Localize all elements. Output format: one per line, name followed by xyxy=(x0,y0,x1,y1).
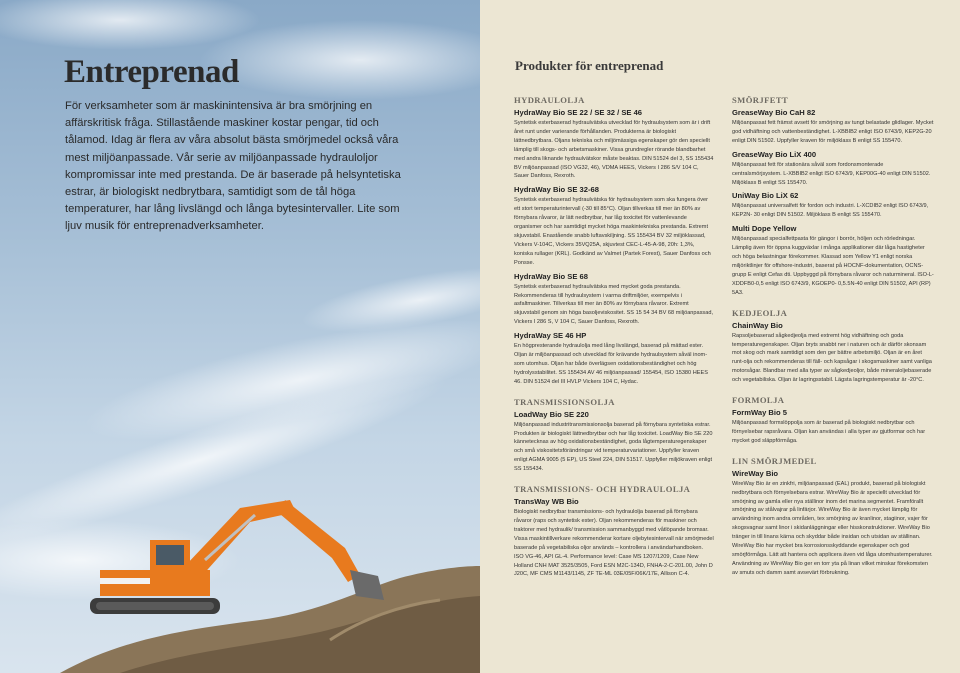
product-name: HydraWay Bio SE 22 / SE 32 / SE 46 xyxy=(514,108,643,117)
product-name: FormWay Bio 5 xyxy=(732,408,787,418)
product-name: WireWay Bio xyxy=(732,468,779,478)
product-description: Miljöanpassat universalfett för fordon och industri. L-XCDIB2 enligt ISO 6743/9, KEP2N- 30 enligt DIN 51502. Miljöklass B enligt SS 155470. xyxy=(732,203,929,219)
product-name: HydraWay SE 46 HP xyxy=(514,331,587,341)
section-heading-lin-smorjmedel: LIN SMÖRJMEDEL xyxy=(732,455,817,466)
product-name: ChainWay Bio xyxy=(732,320,783,330)
product-description: WireWay Bio är en zinkfri, miljöanpassad (EAL) produkt, baserad på biologiskt nedbrytbara och förnyelsebara estrar. WireWay Bio är speciellt utvecklad för smörjning av gamla eller nya ställinor inom det marina segmentet. Framförallt smörjning av stålvajrar på linfärjor. WireWay Bio är även mycket lämplig för användning inom andra områden, tex smörjning av kranlinor, stagiinor, vajer för skogsvagnar samt linor i skidanläggningar eller hisskonstruktioner. WireWay Bio tränger in till linans kärna och skyddar både insidan och utsidan av ställinan. WireWay Bio har mycket bra korrosionsskyddande egenskaper och god smörjförmåga. Lätt att hantera och applicera även vid låga utomhustemperaturer. Användning av WireWay Bio ger en torr yta på linan vilket minskar förekomsten av smuts och damm samt avsevärt förbrukning. xyxy=(732,480,933,576)
product-description: Rapsoljebaserad sågkedjeolja med extremt hög vidhäftning och goda temperaturegenskaper. Oljan bryts snabbt ner i naturen och är därför skonsam mot skog och mark samtidigt som den ger bättre arbetsmiljö. Oljan är en året runt-olja och rekommenderas till fäll- och kapsågar i skogsmaskiner samt vanliga motorsågar. Blandbar med alla typer av sågkedjeoljor, både mineraloljebaserade och vegetabiliska. Oljan är lagringsstabil. Lägsta lagringstemperatur är -20°C. xyxy=(732,332,932,384)
product-description: Miljöanpassat fett främst avsett för smörjning av tungt belastade glidlager. Mycket god vidhäftning och vattenbeständighet. L-XBBIB2 enligt ISO 6743/9, KEP2G-20 enligt DIN 51502. Uppfyller kraven för miljöklass B enligt SS 155470. xyxy=(732,120,934,144)
product-description: Miljöanpassad formslöppolja som är baserad på biologiskt nedbrytbar och förnyelsebar rapsråvara. Oljan kan användas i alla typer av gjutformar och har mycket god släppförmåga. xyxy=(732,420,926,444)
product-name: LoadWay Bio SE 220 xyxy=(514,409,589,419)
product-description: Biologiskt nedbrytbar transmissions- och hydraulolja baserad på förnybara råvaror (raps och syntetisk ester). Oljan rekommenderas för maskiner och traktorer med hydraulik/ transmission sammanbyggd med våtlöpande bromsar. Vissa maskintillverkare rekommenderar kortare oljebytesintervall när smörjmedel baserade på vegetabiliska oljor används – kontrollera i användarhandboken. ISO VG-46, API GL-4. Performance level: Case MS 1207/1209, Case New Holland CNH MAT 3525/3505, Ford ESN M2C-134D, FNHA-2-C-201.00, John D J20C, MF CMS M1143/1145, ZF TE-ML 03E/05F/06K/17E, Allison C-4. xyxy=(514,509,714,578)
products-column-1 xyxy=(514,95,714,583)
product-description: Syntetisk esterbaserad hydraulvätska med mycket goda prestanda. Rekommenderas till hydraulsystem i varma driftmiljöer, exempelvis i asfaltmaskiner. Tillverkas till mer än 80% av förnybara råvaror. Extremt skjuvstabil genom sin höga basoljeviskositet. SS 15 54 34 BV 68 miljöanpassad, Vickers I 286 S, V 104 C, Sauer Danfoss, Rexroth. xyxy=(514,283,714,326)
product-name: HydraWay Bio SE 68 xyxy=(514,271,588,281)
product-description: Miljöanpassat fett för stationära såväl som fordonsmonterade centralsmörjsystem. L-XBBIB2 enligt ISO 6743/9, KEP00G-40 enligt DIN 51502. Miljöklass B enligt SS 155470. xyxy=(732,161,931,186)
products-column-2 xyxy=(732,95,934,582)
product-description: Syntetisk esterbaserad hydraulvätska utvecklad för hydraulsystem som är i drift året runt under varierande förhållanden. Produkterna är biologiskt lättnedbrytbara. Oljans tekniska och miljömässiga egenskaper gör den speciellt lämplig till skogs- och arbetsmaskiner. Vissa grundregler rörande blandbarhet med andra liknande hydraulvätskor måste beaktas. DIN 51524 del 3, SS 155434 BV miljöanpassad (ISO VG32, 46), VDMA HEES, Vickers I 286 S/V 104 C, Sauer Danfoss, Rexroth. xyxy=(514,120,714,180)
section-heading-transmissionsolja: TRANSMISSIONSOLJA xyxy=(514,396,615,407)
product-name: GreaseWay Bio CaH 82 xyxy=(732,108,816,117)
products-title: Produkter för entreprenad xyxy=(515,58,664,73)
page-title: Entreprenad xyxy=(64,54,239,90)
product-name: TransWay WB Bio xyxy=(514,497,579,507)
product-name: HydraWay Bio SE 32-68 xyxy=(514,185,599,195)
product-name: Multi Dope Yellow xyxy=(732,224,797,234)
right-page xyxy=(480,0,960,673)
product-name: GreaseWay Bio LiX 400 xyxy=(732,149,817,159)
product-name: UniWay Bio LiX 62 xyxy=(732,191,799,201)
section-heading-transmissions-och-hydraulolja: TRANSMISSIONS- OCH HYDRAULOLJA xyxy=(514,484,691,495)
section-heading-formolja: FORMOLJA xyxy=(732,395,785,406)
section-heading-hydraulolja: HYDRAULOLJA xyxy=(514,95,585,105)
intro-paragraph: För verksamheter som är maskinintensiva är bra smörjning en affärskritisk fråga. Stillastående maskiner kostar pengar, tid och tålamod. Idag är flera av våra absolut bästa smörjmedel också våra mest miljöanpassade. Vår serie av miljöanpassade hydrauloljor kompromissar inte med prestanda. De är baserade på helsyntetiska estrar, är biologiskt nedbrytbara, samtidigt som de tål höga temperaturer, har lång livslängd och långa bytesintervaller. Lite som ljuv musik för entreprenadverksamheter. xyxy=(65,100,401,233)
product-description: Syntetisk esterbaserad hydraulvätska för hydraulsystem som ska fungera över ett stort temperaturintervall (-30 till 85°C). Oljan tillverkas till mer än 80% av förnybara råvaror, är lätt nedbrytbar, har låg toxicitet för vattenlevande organismer och har samtidigt mycket höga maskintekniska prestanda. Extremt skjuvstabil. Enastående snabb luftavskiljning. SS 155434 BV 32 miljöklassad, Vickers V-104C, Vickers 35VQ25A, skjuvtest CEC-L-45-A-98, 20h: 1,3%, koniska rullager (KRL). Godkänd av Valmet (Partek Forest), Sauer Danfoss och Ponsse. xyxy=(514,197,711,266)
product-description: Miljöanpassad industritransmissionsolja baserad på förnybara syntetiska estrar. Produkten är biologiskt lättnedbrytbar och har låg toxicitet. LoadWay Bio SE 220 kännetecknas av hög oxidationsbeständighet, goda lågtemperaturegenskaper och små viskositetsförändringar vid temperaturvariationer. Uppfyller kraven enligt AGMA 9005 (5 EP), US Steel 224, DIN 51517. Uppfyller miljökraven enligt SS 155434. xyxy=(514,421,713,473)
product-description: Miljöanpassad specialfettpasta för gängor i borrör, höljen och rörledningar. Lämplig även för öppna kuggväxlar i många applikationer där låga hastigheter och höga belastningar förekommer. Klassad som Yellow Y1 enligt norska miljöriktlinjer för offshore-industri, baserat på HOCNF-dokumentation, OCNS-grupp E enligt Cefas dti. Uppbyggd på förnybara råvaror och naturmineral. ISO-L-XDDFB0-0,5 enligt ISO 6743/9, KGOEP0- 0,5.5N-40 enligt DIN 51502, API (RP) 5A3. xyxy=(732,236,934,296)
product-description: En högpresterande hydraulolja med lång livslängd, baserad på mättad ester. Oljan är miljöanpassad och utvecklad för krävande hydraulsystem såväl inom- som utomhus. Oljan har både överlägsen oxidationsbeständighet och hög hydrolysstabilitet. SS 155434 AV 46 miljöanpassad/ 155454, ISO 15380 HEES 46. DIN 51524 del III HVLP Vickers 104 C, Hydac. xyxy=(514,343,708,385)
section-heading-smorjfett: SMÖRJFETT xyxy=(732,95,789,105)
section-heading-kedjeolja: KEDJEOLJA xyxy=(732,307,788,318)
